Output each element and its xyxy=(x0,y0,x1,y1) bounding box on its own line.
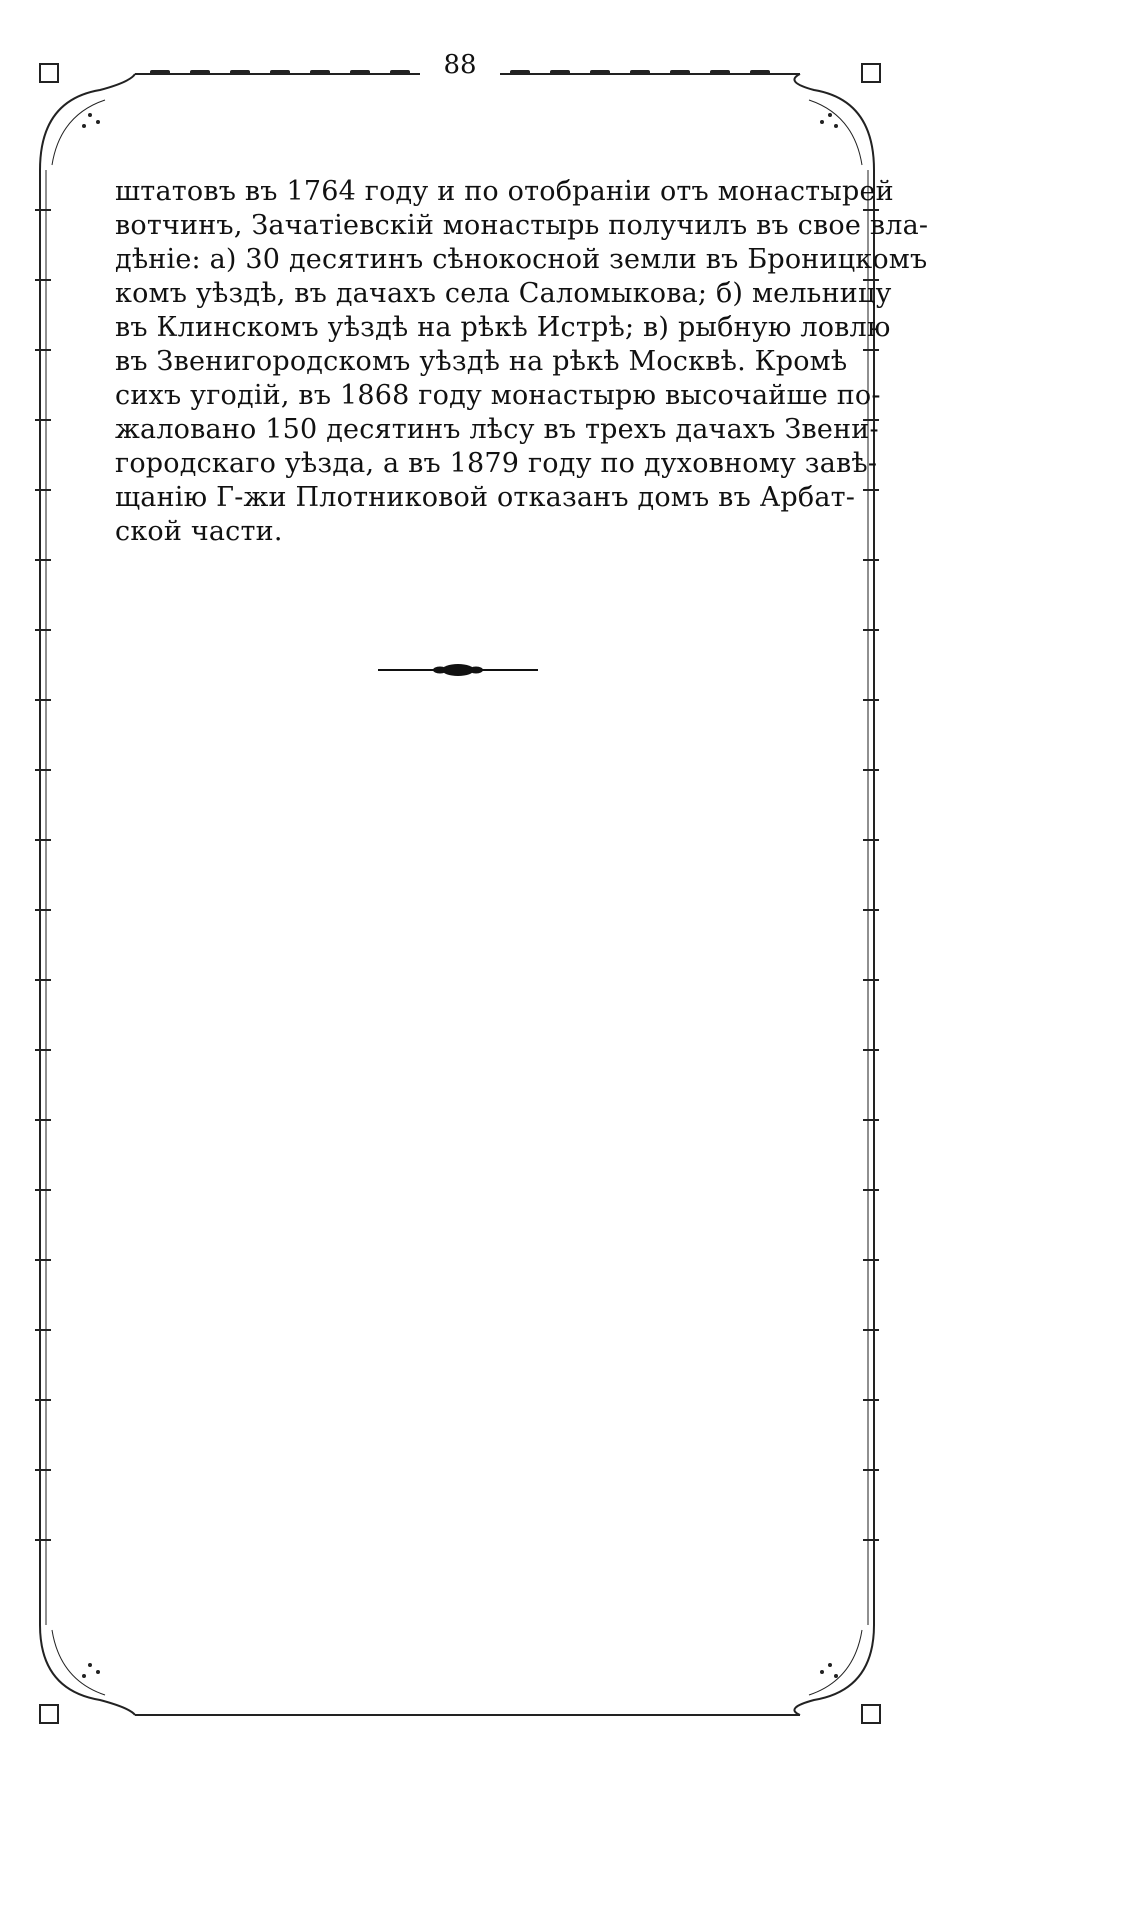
text-line: ской части. xyxy=(115,516,283,547)
page-number: 88 xyxy=(420,50,500,80)
tailpiece-ornament xyxy=(378,658,538,682)
text-line: городскаго уѣзда, а въ 1879 году по духовному завѣ- xyxy=(115,448,878,479)
text-line: дѣніе: а) 30 десятинъ сѣнокосной земли въ Броницкомъ xyxy=(115,244,928,275)
body-paragraph xyxy=(115,175,929,549)
text-line: въ Клинскомъ уѣздѣ на рѣкѣ Истрѣ; в) рыбную ловлю xyxy=(115,312,891,343)
text-line: комъ уѣздѣ, въ дачахъ села Саломыкова; б) мельницу xyxy=(115,278,892,309)
text-line: въ Звенигородскомъ уѣздѣ на рѣкѣ Москвѣ. Кромѣ xyxy=(115,346,848,377)
text-line: жаловано 150 десятинъ лѣсу въ трехъ дачахъ Звени- xyxy=(115,414,879,445)
text-line: штатовъ въ 1764 году и по отобраніи отъ монастырей xyxy=(115,176,894,207)
text-line: вотчинъ, Зачатіевскій монастырь получилъ въ свое вла- xyxy=(115,210,929,241)
text-line: щанію Г-жи Плотниковой отказанъ домъ въ Арбат- xyxy=(115,482,856,513)
text-line: сихъ угодій, въ 1868 году монастырю высочайше по- xyxy=(115,380,881,411)
